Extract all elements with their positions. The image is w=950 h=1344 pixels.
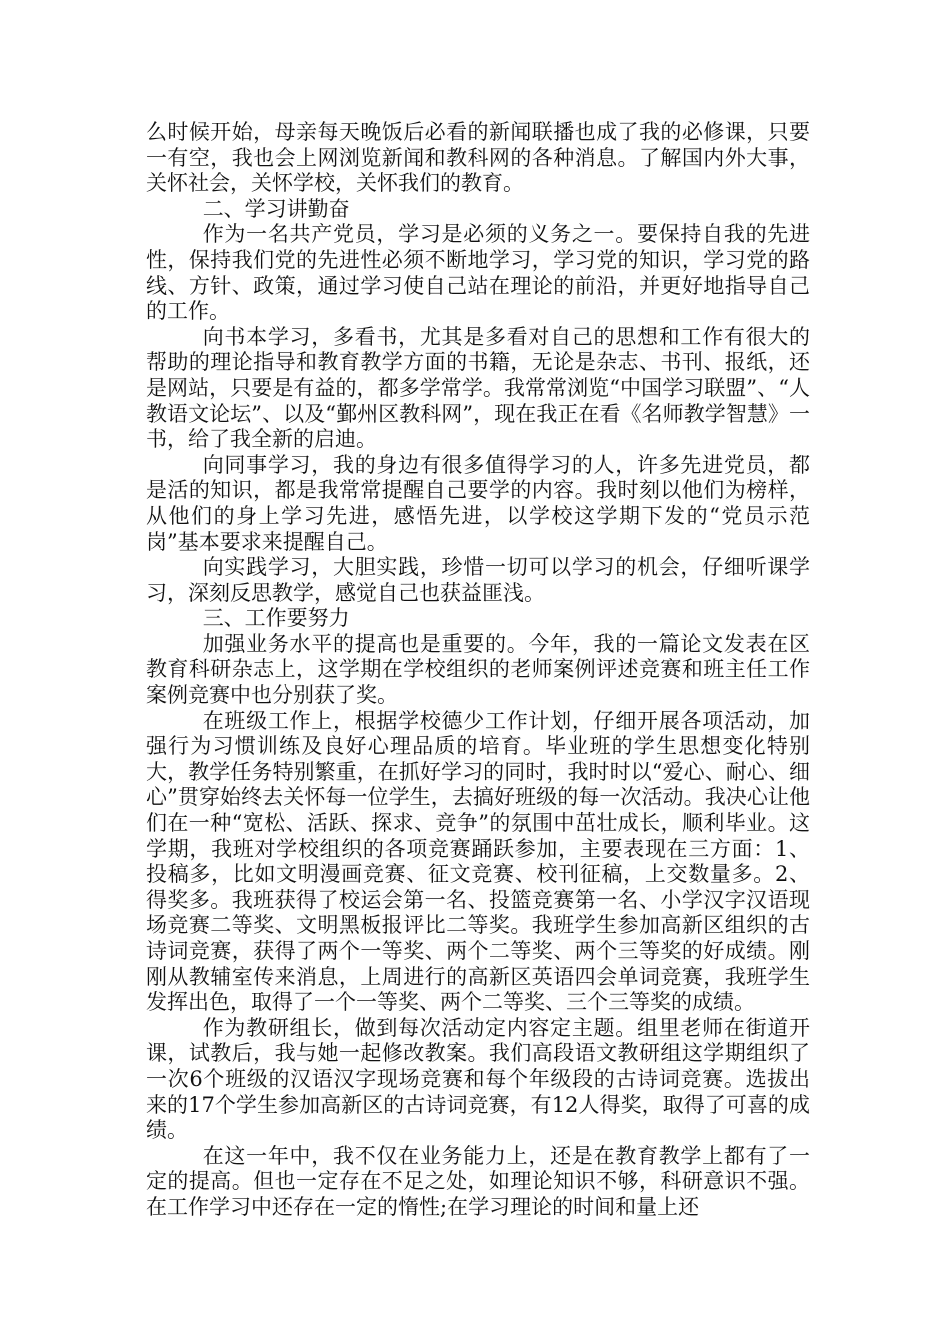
- paragraph-research-group: 作为教研组长，做到每次活动定内容定主题。组里老师在街道开课，试教后，我与她一起修改教案。我们高段语文教研组这学期组织了一次6个班级的汉语汉字现场竞赛和每个年级段的古诗词竞赛。选拔出来的17个学生参加高新区的古诗词竞赛，有12人得奖，取得了可喜的成绩。: [146, 1015, 810, 1143]
- paragraph-year-summary: 在这一年中，我不仅在业务能力上，还是在教育教学上都有了一定的提高。但也一定存在不足之处，如理论知识不够，科研意识不强。在工作学习中还存在一定的惰性;在学习理论的时间和量上还: [146, 1143, 810, 1219]
- section-heading-work: 三、工作要努力: [202, 606, 350, 631]
- paragraph-party-member-study: 作为一名共产党员，学习是必须的义务之一。要保持自我的先进性，保持我们党的先进性必须不断地学习，学习党的知识，学习党的路线、方针、政策，通过学习使自己站在理论的前沿，并更好地指导自己的工作。: [146, 222, 810, 324]
- section-heading-study: 二、学习讲勤奋: [202, 196, 350, 221]
- paragraph-class-work: 在班级工作上，根据学校德少工作计划，仔细开展各项活动，加强行为习惯训练及良好心理品质的培育。毕业班的学生思想变化特别大，教学任务特别繁重，在抓好学习的同时，我时时以“爱心、耐心、细心”贯穿始终去关怀每一位学生，去搞好班级的每一次活动。我决心让他们在一种“宽松、活跃、探求、竞争”的氛围中茁壮成长，顺利毕业。这学期，我班对学校组织的各项竞赛踊跃参加，主要表现在三方面：1、投稿多，比如文明漫画竞赛、征文竞赛、校刊征稿，上交数量多。2、得奖多。我班获得了校运会第一名、投篮竞赛第一名、小学汉字汉语现场竞赛二等奖、文明黑板报评比二等奖。我班学生参加高新区组织的古诗词竞赛，获得了两个一等奖、两个二等奖、两个三等奖的好成绩。刚刚从教辅室传来消息，上周进行的高新区英语四会单词竞赛，我班学生发挥出色，取得了一个一等奖、两个二等奖、三个三等奖的成绩。: [146, 708, 810, 1015]
- paragraph-practice-study: 向实践学习，大胆实践，珍惜一切可以学习的机会，仔细听课学习，深刻反思教学，感觉自己也获益匪浅。: [146, 555, 810, 605]
- paragraph-professional-level: 加强业务水平的提高也是重要的。今年，我的一篇论文发表在区教育科研杂志上，这学期在学校组织的老师案例评述竞赛和班主任工作案例竞赛中也分别获了奖。: [146, 631, 810, 708]
- document-body: [146, 120, 810, 1221]
- paragraph-continued: 么时候开始，母亲每天晚饭后必看的新闻联播也成了我的必修课，只要一有空，我也会上网浏览新闻和教科网的各种消息。了解国内外大事，关怀社会，关怀学校，关怀我们的教育。: [146, 120, 810, 196]
- paragraph-book-study: 向书本学习，多看书，尤其是多看对自己的思想和工作有很大的帮助的理论指导和教育教学方面的书籍，无论是杂志、书刊、报纸，还是网站，只要是有益的，都多学常学。我常常浏览“中国学习联盟”、“人教语文论坛”、以及“鄞州区教科网”，现在我正在看《名师教学智慧》一书，给了我全新的启迪。: [146, 324, 810, 452]
- paragraph-colleague-study: 向同事学习，我的身边有很多值得学习的人，许多先进党员，都是活的知识，都是我常常提醒自己要学的内容。我时刻以他们为榜样，从他们的身上学习先进，感悟先进，以学校这学期下发的“党员示范岗”基本要求来提醒自己。: [146, 452, 810, 554]
